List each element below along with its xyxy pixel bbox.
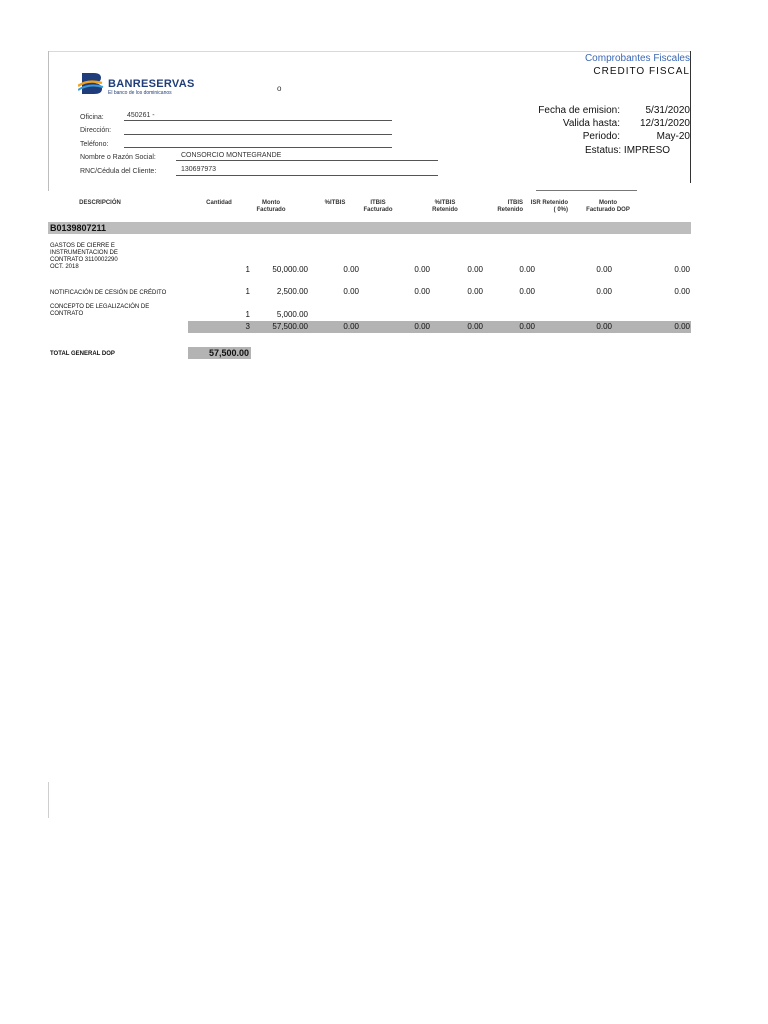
subtotal-pct-itbis-ret: 0.00 — [467, 322, 483, 331]
row-1-desc-line: OCT. 2018 — [50, 264, 79, 270]
row-1-desc-line: INSTRUMENTACION DE — [50, 250, 118, 256]
page-frame-right — [690, 51, 691, 183]
row-1-description — [50, 243, 118, 271]
row-1-desc-line: GASTOS DE CIERRE E — [50, 243, 115, 249]
row-2-monto: 2,500.00 — [276, 287, 308, 296]
total-value: 57,500.00 — [208, 348, 249, 358]
row-1-monto: 50,000.00 — [272, 265, 308, 274]
row-1-pct-itbis-ret: 0.00 — [467, 265, 483, 274]
col-pct-itbis-retenido-l1: %ITBIS — [434, 200, 456, 206]
periodo-row — [520, 131, 690, 144]
col-monto-dop-l1: Monto — [599, 200, 617, 206]
header-mark: o — [277, 84, 282, 93]
row-2-monto-dop: 0.00 — [674, 287, 690, 296]
banreservas-logo-icon — [78, 70, 104, 96]
col-itbis-retenido-l1: ITBIS — [507, 200, 523, 206]
row-3-monto: 5,000.00 — [276, 310, 308, 319]
col-itbis-facturado-l2: Facturado — [363, 207, 393, 213]
comprobantes-fiscales-title: Comprobantes Fiscales — [584, 53, 690, 64]
row-2-pct-itbis: 0.00 — [343, 287, 359, 296]
col-pct-itbis-retenido — [420, 200, 470, 214]
row-1-cantidad: 1 — [245, 265, 250, 274]
col-itbis-facturado-l1: ITBIS — [370, 200, 386, 206]
row-1-isr: 0.00 — [596, 265, 612, 274]
ncf-number: B0139807211 — [50, 223, 107, 233]
direccion-label: Dirección: — [80, 127, 112, 134]
col-pct-itbis: %ITBIS — [324, 200, 346, 206]
col-monto-facturado — [246, 200, 296, 214]
row-1-desc-line: CONTRATO 3110002290 — [50, 257, 118, 263]
document-type: CREDITO FISCAL — [593, 66, 690, 77]
subtotal-monto-dop: 0.00 — [674, 322, 690, 331]
fecha-emision-label: Fecha de emision: — [538, 105, 620, 116]
subtotal-itbis-fact: 0.00 — [414, 322, 430, 331]
row-2-itbis-fact: 0.00 — [414, 287, 430, 296]
nombre-label: Nombre o Razón Social: — [80, 154, 156, 161]
rnc-underline — [176, 175, 438, 176]
oficina-value: 450261 - — [127, 112, 155, 119]
periodo-label: Periodo: — [582, 131, 620, 142]
col-descripcion: DESCRIPCIÓN — [79, 200, 121, 206]
row-2-itbis-ret: 0.00 — [519, 287, 535, 296]
nombre-value: CONSORCIO MONTEGRANDE — [181, 152, 282, 159]
nombre-underline — [176, 160, 438, 161]
valida-hasta-label: Valida hasta: — [562, 118, 620, 129]
col-monto-facturado-dop — [578, 200, 638, 214]
subtotal-itbis-ret: 0.00 — [519, 322, 535, 331]
col-itbis-facturado — [353, 200, 403, 214]
row-2-desc-line: NOTIFICACIÓN DE CESIÓN DE CRÉDITO — [50, 290, 167, 296]
row-3-description — [50, 304, 149, 318]
row-2-isr: 0.00 — [596, 287, 612, 296]
col-itbis-retenido — [483, 200, 523, 214]
row-2-pct-itbis-ret: 0.00 — [467, 287, 483, 296]
row-3-cantidad: 1 — [245, 310, 250, 319]
col-monto-dop-l2: Facturado DOP — [586, 207, 630, 213]
total-label: TOTAL GENERAL DOP — [50, 351, 115, 357]
subtotal-isr: 0.00 — [596, 322, 612, 331]
estatus-label: Estatus: — [585, 145, 622, 156]
col-isr-retenido — [518, 200, 568, 214]
col-pct-itbis-retenido-l2: Retenido — [432, 207, 458, 213]
valida-hasta-value: 12/31/2020 — [639, 118, 690, 129]
row-1-itbis-ret: 0.00 — [519, 265, 535, 274]
col-monto-facturado-l1: Monto — [262, 200, 280, 206]
ncf-bar — [48, 222, 691, 234]
periodo-value: May-20 — [656, 131, 690, 142]
signature-line — [536, 190, 637, 191]
col-monto-facturado-l2: Facturado — [256, 207, 286, 213]
col-isr-retenido-l1: ISR Retenido — [530, 200, 568, 206]
subtotal-pct-itbis: 0.00 — [343, 322, 359, 331]
row-1-pct-itbis: 0.00 — [343, 265, 359, 274]
estatus-row — [585, 145, 670, 156]
valida-hasta-row — [520, 118, 690, 131]
page-frame-top — [48, 51, 690, 52]
row-2-description — [50, 290, 166, 297]
direccion-underline — [124, 134, 392, 135]
row-2-cantidad: 1 — [245, 287, 250, 296]
page-frame-left — [48, 51, 49, 191]
row-3-desc-line: CONCEPTO DE LEGALIZACIÓN DE — [50, 304, 150, 310]
col-itbis-retenido-l2: Retenido — [497, 207, 523, 213]
row-1-monto-dop: 0.00 — [674, 265, 690, 274]
fecha-emision-row — [520, 105, 690, 118]
rnc-value: 130697973 — [181, 166, 217, 173]
rnc-label: RNC/Cédula del Cliente: — [80, 168, 157, 175]
telefono-underline — [124, 147, 392, 148]
brand-name: BANRESERVAS — [108, 78, 195, 90]
page-frame-left-lower — [48, 782, 49, 818]
row-1-itbis-fact: 0.00 — [414, 265, 430, 274]
fecha-emision-value: 5/31/2020 — [645, 105, 690, 116]
subtotal-cantidad: 3 — [245, 322, 250, 331]
subtotal-monto: 57,500.00 — [272, 322, 308, 331]
col-cantidad: Cantidad — [206, 200, 232, 206]
col-isr-retenido-l2: ( 0%) — [553, 207, 568, 213]
estatus-value: IMPRESO — [623, 145, 671, 156]
telefono-label: Teléfono: — [80, 141, 109, 148]
row-3-desc-line: CONTRATO — [50, 311, 84, 317]
oficina-label: Oficina: — [80, 114, 104, 121]
brand-tagline: El banco de los dominicanos — [108, 90, 172, 96]
oficina-underline — [124, 120, 392, 121]
